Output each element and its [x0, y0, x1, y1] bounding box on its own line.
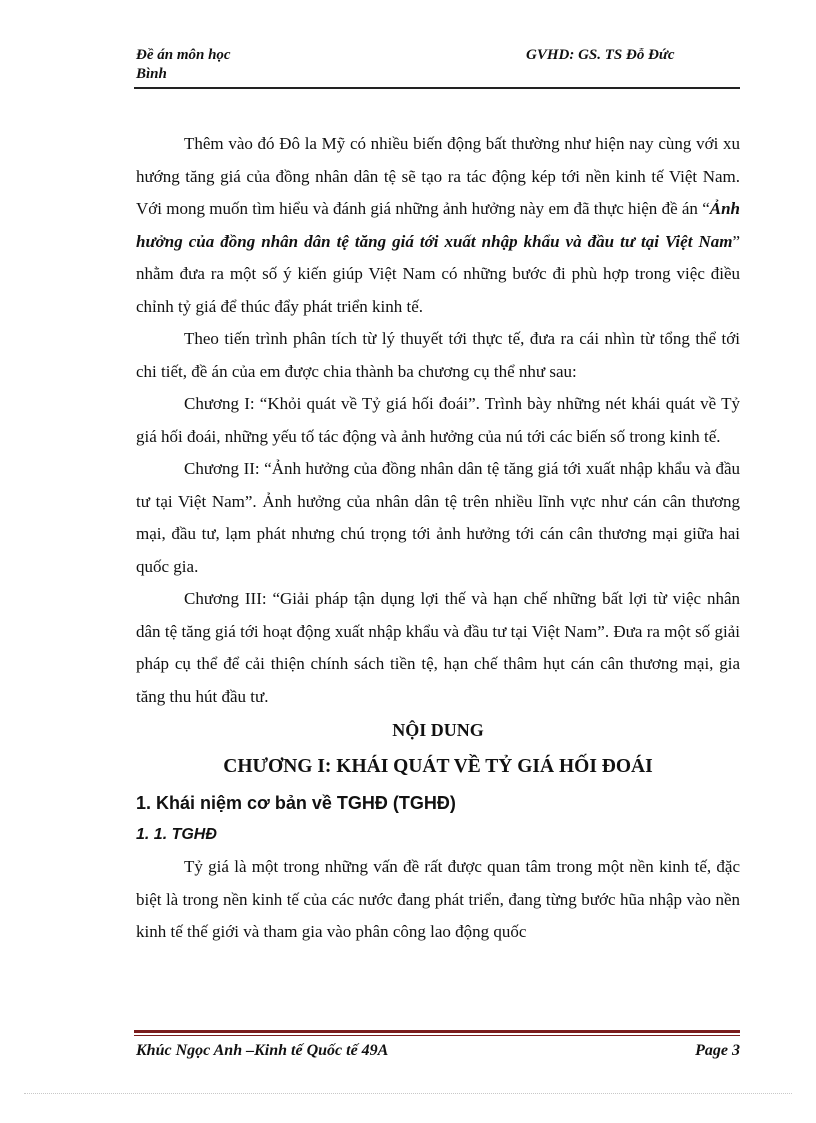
section-title-content: NỘI DUNG: [392, 720, 484, 740]
paragraph-intro-text-b: ” nhằm đưa ra một số ý kiến giúp Việt Nam có những bước đi phù hợp trong việc điều chỉnh tỷ giá để thúc đẩy phát triển kinh tế.: [136, 231, 740, 316]
paragraph-chapter-3: Chương III: “Giải pháp tận dụng lợi thế và hạn chế những bất lợi từ việc nhân dân tệ tăng giá tới hoạt động xuất nhập khẩu và đầu tư tại Việt Nam”. Đưa ra một số giải pháp cụ thể để cải thiện chính sách tiền tệ, hạn chế thâm hụt cán cân thương mại, gia tăng thu hút đầu tư.: [136, 589, 740, 706]
page-body: [136, 128, 740, 949]
header-supervisor-label: GVHD: GS. TS Đỗ Đức: [526, 47, 675, 63]
page-number: Page 3: [695, 1042, 740, 1059]
header-supervisor-continuation: Bình: [136, 66, 167, 82]
heading-subsection-1-1: 1. 1. TGHĐ: [136, 826, 217, 843]
header-course-label: Đề án môn học: [136, 47, 231, 63]
paragraph-intro-emphasis: Ảnh hưởng của đồng nhân dân tệ tăng giá tới xuất nhập khẩu và đầu tư tại Việt Nam: [136, 199, 740, 251]
paragraph-exchange-rate: Tỷ giá là một trong những vấn đề rất được quan tâm trong một nền kinh tế, đặc biệt là trong nền kinh tế của các nước đang phát triển, đang từng bước hũa nhập vào nền kinh tế thế giới và tham gia vào phân công lao động quốc: [136, 857, 740, 941]
paragraph-structure: Theo tiến trình phân tích từ lý thuyết tới thực tế, đưa ra cái nhìn từ tổng thể tới chi tiết, đề án của em được chia thành ba chương cụ thể như sau:: [136, 329, 740, 381]
footer-author: Khúc Ngọc Anh –Kinh tế Quốc tế 49A: [136, 1042, 389, 1059]
header-divider: [134, 87, 740, 89]
heading-section-1: 1. Khái niệm cơ bản về TGHĐ (TGHĐ): [136, 793, 456, 813]
paragraph-intro-text-a: Thêm vào đó Đô la Mỹ có nhiều biến động bất thường như hiện nay cùng với xu hướng tăng giá của đồng nhân dân tệ sẽ tạo ra tác động kép tới nền kinh tế Việt Nam. Với mong muốn tìm hiểu và đánh giá những ảnh hưởng này em đã thực hiện đề án “: [136, 134, 740, 218]
paragraph-chapter-1: Chương I: “Khỏi quát về Tỷ giá hối đoái”. Trình bày những nét khái quát về Tỷ giá hối đoái, những yếu tố tác động và ảnh hưởng của nú tới các biến số trong kinh tế.: [136, 394, 740, 446]
footer-divider-thin: [134, 1035, 740, 1036]
paragraph-chapter-2: Chương II: “Ảnh hưởng của đồng nhân dân tệ tăng giá tới xuất nhập khẩu và đầu tư tại Việt Nam”. Ảnh hưởng của nhân dân tệ trên nhiều lĩnh vực như cán cân thương mại, đầu tư, lạm phát nhưng chú trọng tới ảnh hưởng tới cán cân thương mại giữa hai quốc gia.: [136, 459, 740, 576]
paragraph-intro: [136, 128, 740, 323]
footer-divider-thick: [134, 1030, 740, 1033]
chapter-title: CHƯƠNG I: KHÁI QUÁT VỀ TỶ GIÁ HỐI ĐOÁI: [223, 756, 653, 777]
page-bottom-dotted-line: [24, 1093, 792, 1094]
